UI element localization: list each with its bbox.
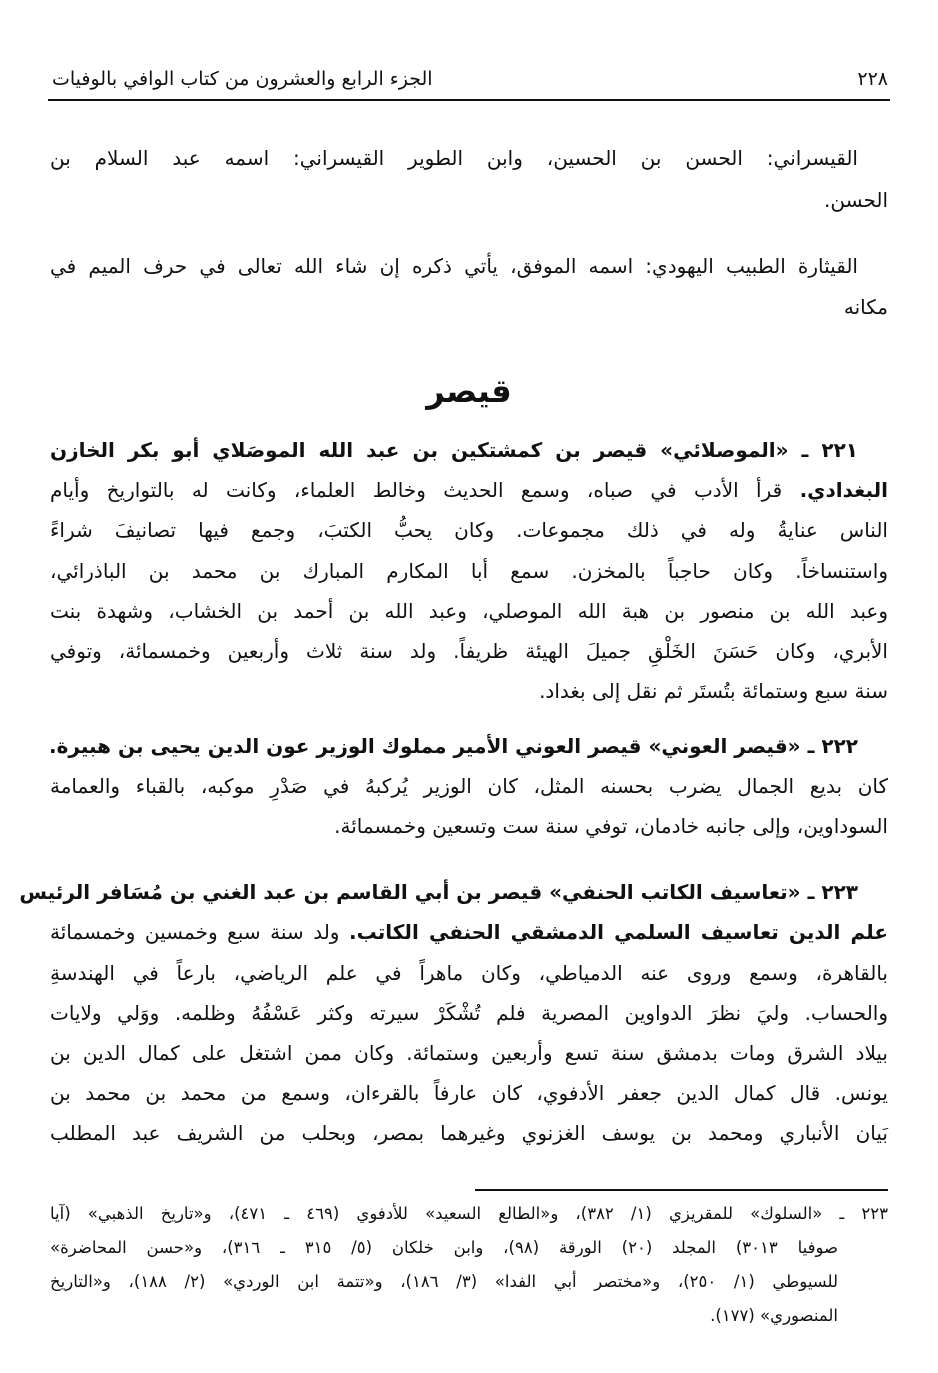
intro-line: القيثارة الطبيب اليهودي: اسمه الموفق، يأتي ذكره إن شاء الله تعالى في حرف الميم في [50,254,858,278]
entry-222-line: السوداوين، وإلى جانبه خادمان، توفي سنة ست وتسعين وخمسمائة. [334,814,888,838]
footnote-line: المنصوري» (١٧٧). [710,1306,838,1325]
entry-221-line: الناس عنايةُ وله في ذلك مجموعات. وكان يحبُّ الكتبَ، وجمع فيها تصانيفَ شراءً [50,518,888,542]
entry-221-line: سنة سبع وستمائة بتُستَر ثم نقل إلى بغداد. [539,679,888,703]
entry-223-line: يونس. قال كمال الدين جعفر الأدفوي، كان عارفاً بالقرءان، وسمع من محمد بن محمد بن [50,1081,888,1105]
footnote-line: صوفيا ٣٠١٣) المجلد (٢٠) الورقة (٩٨)، وابن خلكان (٥/ ٣١٥ ـ ٣١٦)، و«حسن المحاضرة» [50,1238,838,1257]
entry-223-title-cont: علم الدين تعاسيف السلمي الدمشقي الحنفي الكاتب. [349,920,889,944]
entry-221-line: وعبد الله بن منصور بن هبة الله الموصلي، وعبد الله بن أحمد بن الخشاب، وشهدة بنت [50,599,888,623]
entry-221-line [50,475,888,505]
entry-223-line: بيلاد الشرق ومات بدمشق سنة تسع وأربعين وستمائة. وكان ممن اشتغل على كمال الدين بن [50,1041,888,1065]
section-heading: قيصر [426,372,512,410]
entry-221-title: ٢٢١ ـ «الموصلائي» قيصر بن كمشتكين بن عبد الله الموصَلاي أبو بكر الخازن [50,438,858,462]
entry-221-text: قرأ الأدب في صباه، وسمع الحديث وخالط العلماء، وكانت له بالتواريخ وأيام [50,478,800,502]
header-rule [48,99,890,101]
entry-222-title: ٢٢٢ ـ «قيصر العوني» قيصر العوني الأمير مملوك الوزير عون الدين يحيى بن هبيرة. [48,734,858,758]
intro-line: مكانه [843,295,888,319]
running-title: الجزء الرابع والعشرون من كتاب الوافي بالوفيات [52,68,433,90]
entry-223-line [50,917,888,947]
intro-line: القيسراني: الحسن بن الحسين، وابن الطوير القيسراني: اسمه عبد السلام بن [50,146,858,170]
footnote-line: ٢٢٣ ـ «السلوك» للمقريزي (١/ ٣٨٢)، و«الطالع السعيد» للأدفوي (٤٦٩ ـ ٤٧١)، و«تاريخ الذهبي» (آيا [50,1204,888,1223]
entry-223-text: ولد سنة سبع وخمسين وخمسمائة [50,920,350,944]
entry-223-line: بالقاهرة، وسمع وروى عنه الدمياطي، وكان ماهراً في علم الرياضي، بارعاً في الهندسةِ [50,961,888,985]
entry-221-line: واستنساخاً. وكان حاجباً بالمخزن. سمع أبا المكارم المبارك بن محمد بن الباذرائي، [50,559,888,583]
footnote-rule [475,1189,888,1191]
entry-221-line: الأبري، وكان حَسَنَ الخَلْقِ جميلَ الهيئة ظريفاً. ولد سنة ثلاث وأربعين وخمسمائة، وتوفي [50,639,888,663]
entry-223-title: ٢٢٣ ـ «تعاسيف الكاتب الحنفي» قيصر بن أبي القاسم بن عبد الغني بن مُسَافر الرئيس [19,880,858,904]
intro-line: الحسن. [824,188,888,212]
entry-223-line: بَيان الأنباري ومحمد بن يوسف الغزنوي وغيرهما بمصر، وبحلب من الشريف عبد المطلب [50,1121,888,1145]
entry-221-title-cont: البغدادي. [799,478,888,502]
entry-223-line: والحساب. وليَ نظرَ الدواوين المصرية فلم تُشْكَرْ سيرته وكثر عَسْفُهُ وظلمه. ووَلي ولايات [50,1001,888,1025]
page-number: ٢٢٨ [857,68,888,90]
entry-222-line: كان بديع الجمال يضرب بحسنه المثل، كان الوزير يُركبهُ في صَدْرِ موكبه، بالقباء والعمامة [50,774,888,798]
footnote-line: للسيوطي (١/ ٢٥٠)، و«مختصر أبي الفدا» (٣/ ١٨٦)، و«تتمة ابن الوردي» (٢/ ١٨٨)، و«التاريخ [50,1272,839,1291]
